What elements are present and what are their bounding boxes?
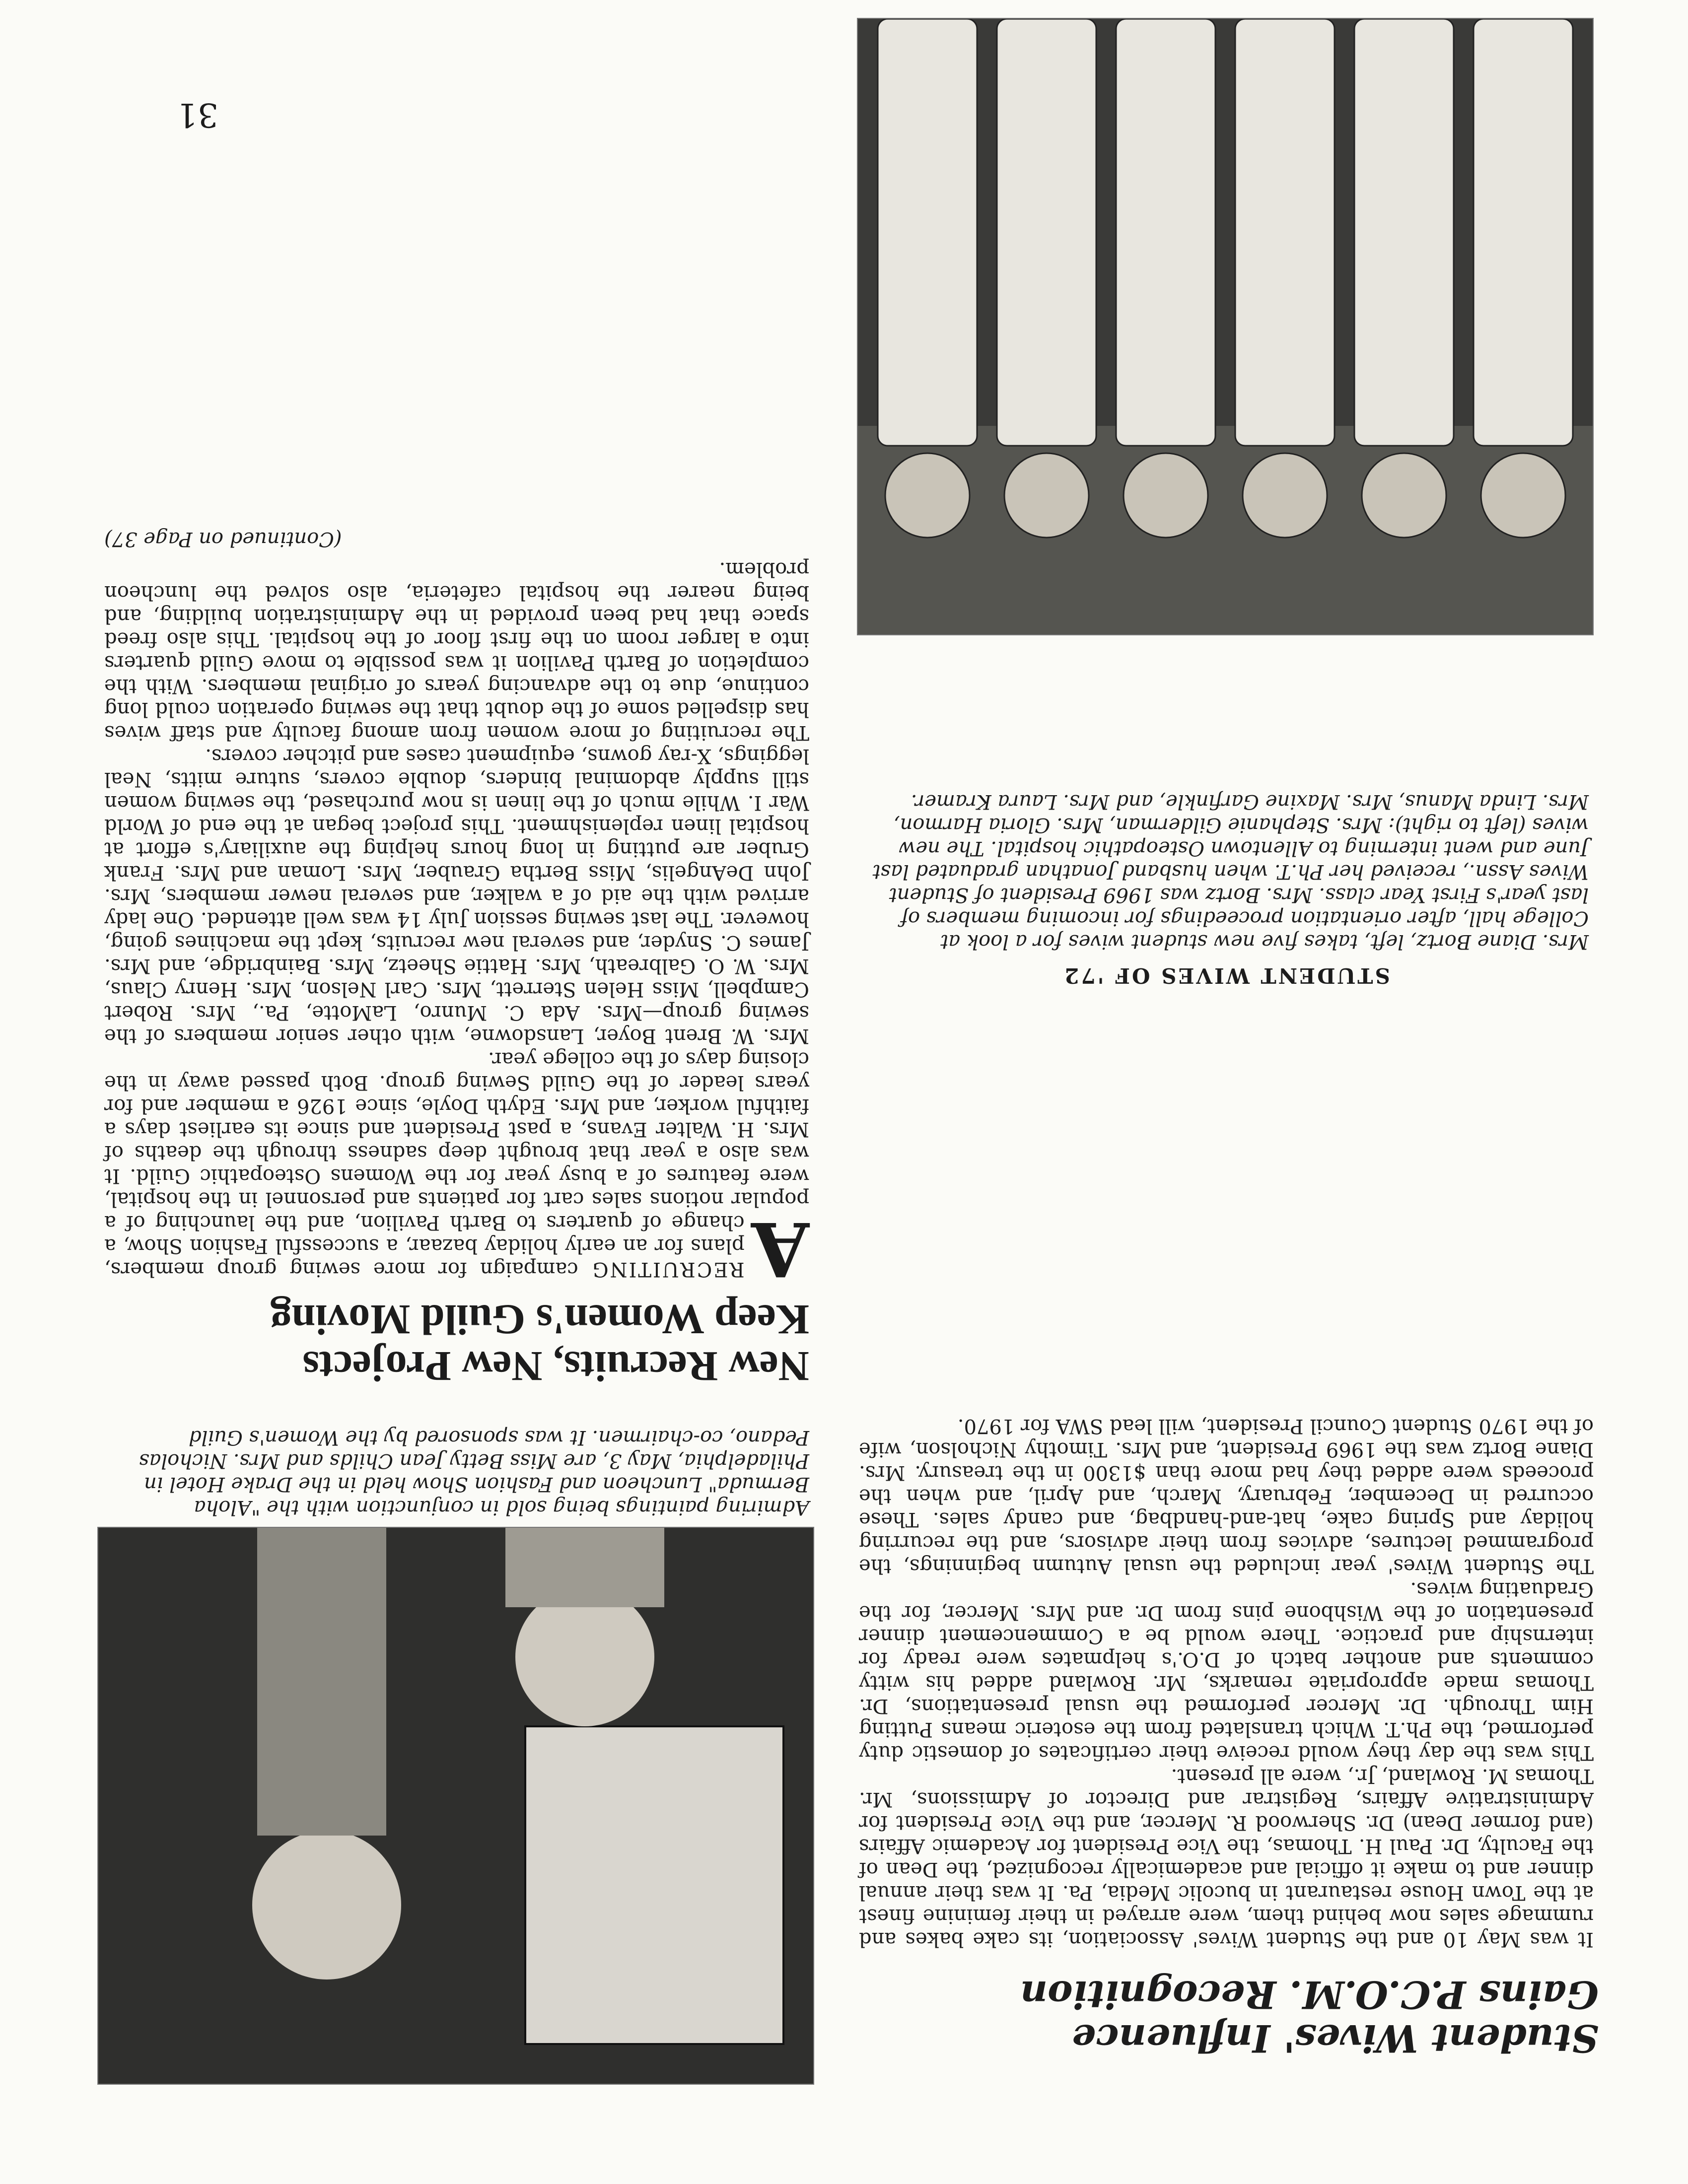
guild-photo-caption: Admiring paintings being sold in conjunction with the "Aloha Bermuda" Luncheon and Fashion Show held in the Drake Hotel in Philadelphia, May 3, are Miss Betty Jean Childs and Mrs. Nicholas Pedano, co-chairmen. It was sponsored by the Women's Guild xyxy=(139,1426,809,1519)
student-wives-photo-heading: STUDENT WIVES OF '72 xyxy=(1062,963,1390,988)
guild-body: campaign for more sewing group members, plans for an early holiday bazaar, a successful Fashion Show, a change of quarters to Barth Pavilion, and the launching of a popular notions sales cart for patients and personnel in the hospital, were features of a busy year for the Womens Osteopathic Guild. It was also a year that brought deep sadness through the deaths of Mrs. H. Walter Evans, a past President and since its earliest days a faithful worker, and Mrs. Edyth Doyle, since 1926 a member and for years leader of the Guild Sewing group. Both passed away in the closing days of the college year. Mrs. W. Brent Boyer, Lansdowne, with other senior members of the sewing group—Mrs. Ada C. Munro, LaMotte, Pa., Mrs. Robert Campbell, Miss Helen Sterrett, Mrs. Carl Nelson, Mrs. Henry Claus, Mrs. W. O. Galbreath, Mrs. Hattie Sheetz, Mrs. Bainbridge, and Mrs. James C. Snyder, and several new recruits, kept the machines going, however. The last sewing session July 14 was well attended. One lady arrived with the aid of a walker, and several newer members, Mrs. John DeAngelis, Miss Bertha Grauber, Mrs. Loman and Mrs. Frank Gruber are putting in long hours helping the auxiliary's effort at hospital linen replenishment. This project began at the end of World War I. While much of the linen is now purchased, the sewing women still supply abdominal binders, double covers, suture mitts, Neal leggings, X-ray gowns, equipment cases and pitcher covers. The recruiting of more women from among faculty and staff wives has dispelled some of the doubt that the sewing operation could long continue, due to the advancing years of original members. With the completion of Barth Pavilion it was possible to move Guild quarters into a larger room on the first floor of the hospital. This also freed space that had been provided in the Administration building, and being nearer the hospital cafeteria, also solved the luncheon problem. xyxy=(104,558,809,1281)
guild-continued-note: (Continued on Page 37) xyxy=(104,528,342,550)
guild-article xyxy=(104,527,809,1293)
guild-lead-caps: RECRUITING xyxy=(591,1258,745,1281)
guild-headline: New Recruits, New Projects Keep Women's Guild Moving xyxy=(270,1296,809,1390)
guild-drop-cap: A xyxy=(751,1205,809,1293)
student-wives-group-photo xyxy=(857,18,1594,635)
guild-body-paragraph xyxy=(104,557,809,1293)
page-number: 31 xyxy=(177,96,218,134)
guild-photo xyxy=(97,1527,814,2085)
student-wives-body: It was May 10 and the Student Wives' Association, its cake bakes and rummage sales now behind them, were arrayed in their feminine finest at the Town House restaurant in bucolic Media, Pa. It was their annual dinner and to make it official and academically recognized, the Dean of the Faculty, Dr. Paul H. Thomas, the Vice President for Academic Affairs (and former Dean) Dr. Sherwood R. Mercer, and the Vice President for Administrative Affairs, Registrar and Director of Admissions, Mr. Thomas M. Rowland, Jr., were all present. This was the day they would receive their certificates of domestic duty performed, the Ph.T. Which translated from the esoteric means Putting Him Through. Dr. Mercer performed the usual presentations, Dr. Thomas made appropriate remarks, Mr. Rowland added his witty comments and another batch of D.O.'s helpmates were ready for internship and practice. There would be a Commencement dinner presentation of the Wishbone pins from Dr. and Mrs. Mercer, for the Graduating wives. The Student Wives' year included the usual Autumn beginnings, the programmed lectures, advices from their advisors, and the recurring holiday and Spring cake, hat-and-handbag, and candy sales. These occurred in December, February, March, and April, and when the proceeds were added they had more than $1300 in the treasury. Mrs. Diane Bortz was the 1969 President, and Mrs. Timothy Nicholson, wife of the 1970 Student Council President, will lead SWA for 1970. xyxy=(859,1415,1594,1951)
student-wives-photo-caption: Mrs. Diane Bortz, left, takes five new student wives for a look at College hall, after orientation proceedings for incoming members of last year's First Year class. Mrs. Bortz was 1969 President of Student Wives Assn., received her Ph.T. when husband Jonathan graduated last June and went interning to Allentown Osteopathic hospital. The new wives (left to right): Mrs. Stephanie Gilderman, Mrs. Gloria Harmon, Mrs. Linda Manus, Mrs. Maxine Garfinkle, and Mrs. Laura Kramer. xyxy=(872,790,1589,953)
student-wives-title: Student Wives' Influence Gains P.C.O.M. Recognition xyxy=(1020,1973,1599,2060)
